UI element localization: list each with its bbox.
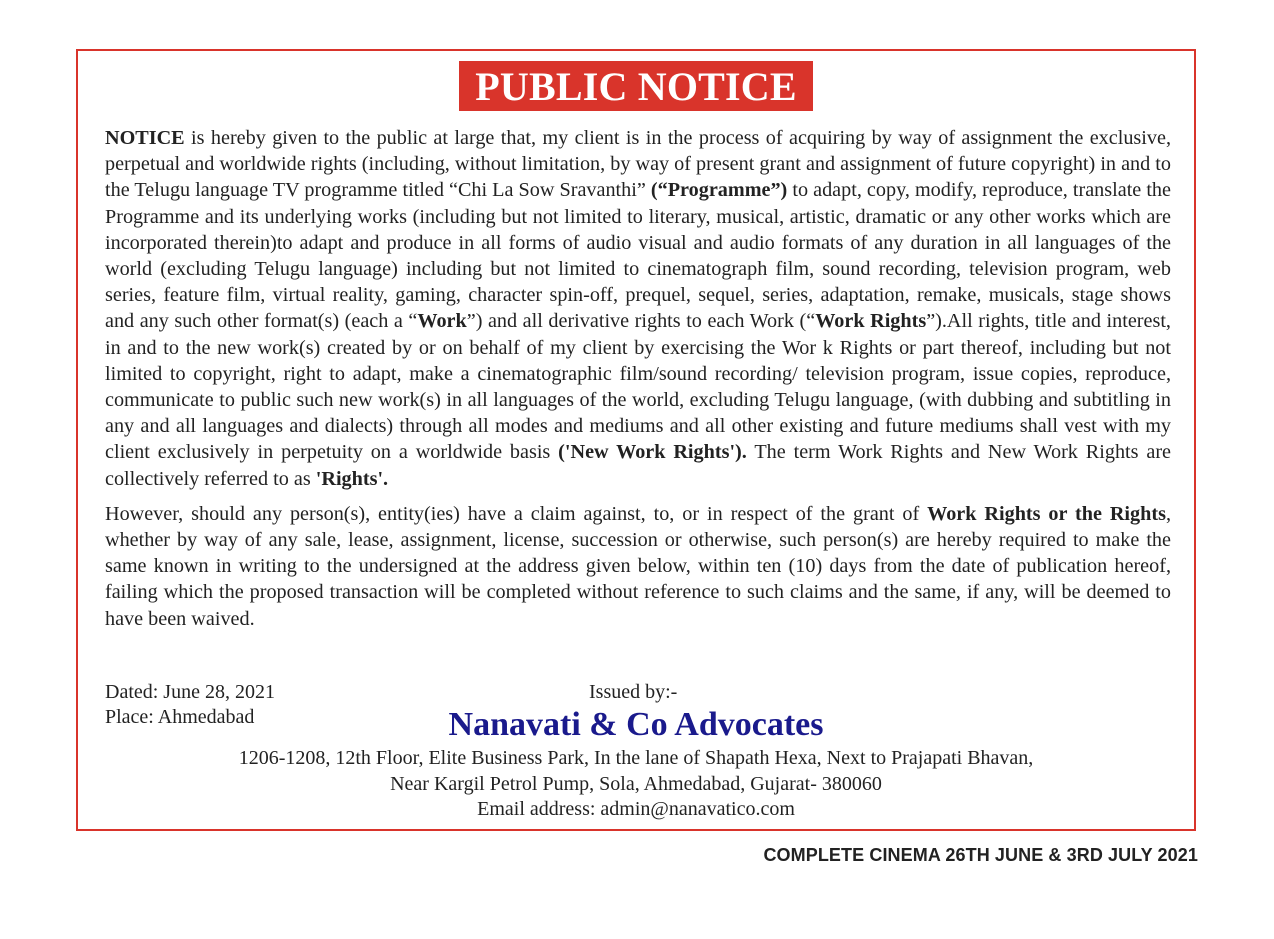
place-line: Place: Ahmedabad xyxy=(105,706,255,728)
address-line-2: Near Kargil Petrol Pump, Sola, Ahmedabad, Gujarat- 380060 xyxy=(390,772,882,795)
notice-body xyxy=(105,125,1171,632)
programme-term: (“Programme”) xyxy=(650,179,788,202)
firm-address xyxy=(78,746,1194,823)
para1-text-1: is hereby given to the public at large that, my client is in the process of acquiring by way of assignment the exclusive, perpetual and worldwide rights (including, without limitation, by way of present grant and assignment of future copyright) in and to the Telugu language TV programme titled “Chi La Sow Sravanthi” xyxy=(105,127,1171,202)
work-term: Work xyxy=(417,310,467,333)
work-rights-term: Work Rights xyxy=(815,310,927,333)
work-rights-or-rights-term: Work Rights or the Rights xyxy=(927,502,1166,525)
notice-title: PUBLIC NOTICE xyxy=(459,61,813,111)
para1-text-4: ”).All rights, title and interest, in and to the new work(s) created by or on behalf of my client by exercising the Wor k Rights or part thereof, including but not limited to copyright, right to adapt, make a cinematographic film/sound recording/ television program, issue copies, reproduce, communicate to public such new work(s) in all languages of the world, excluding Telugu language, (with dubbing and subtitling in any and all languages and dialects) through all modes and mediums and all other existing and future mediums shall vest with my client exclusively in perpetuity on a worldwide basis xyxy=(105,310,1171,464)
para1-text-5: The term Work Rights and New Work Rights are collectively referred to as xyxy=(105,441,1172,490)
dated-line: Dated: June 28, 2021 xyxy=(105,681,275,703)
notice-paragraph-2 xyxy=(105,501,1171,632)
rights-term: 'Rights'. xyxy=(315,467,389,490)
publication-footer: COMPLETE CINEMA 26TH JUNE & 3RD JULY 2021 xyxy=(763,845,1198,865)
notice-paragraph-1 xyxy=(105,125,1171,492)
notice-lead-word: NOTICE xyxy=(105,127,185,149)
para2-text-1: However, should any person(s), entity(ies) have a claim against, to, or in respect of the grant of xyxy=(105,502,928,525)
para2-text-2: , whether by way of any sale, lease, assignment, license, succession or otherwise, such person(s) are hereby required to make the same known in writing to the undersigned at the address given below, within ten (10) days from the date of publication hereof, failing which the proposed transaction will be completed without reference to such claims and the same, if any, will be deemed to have been waived. xyxy=(105,502,1171,630)
public-notice-frame xyxy=(76,49,1196,831)
new-work-rights-term: ('New Work Rights'). xyxy=(558,441,747,464)
para1-text-3: ”) and all derivative rights to each Work (“ xyxy=(466,310,816,333)
address-line-1: 1206-1208, 12th Floor, Elite Business Park, In the lane of Shapath Hexa, Next to Prajapati Bhavan, xyxy=(238,747,1034,769)
para1-text-2: to adapt, copy, modify, reproduce, translate the Programme and its underlying works (including but not limited to literary, musical, artistic, dramatic or any other works which are incorporated therein)to adapt and produce in all forms of audio visual and audio formats of any duration in all languages of the world (excluding Telugu language) including but not limited to cinematograph film, sound recording, television program, web series, feature film, virtual reality, gaming, character spin-off, prequel, sequel, series, adaptation, remake, musicals, stage shows and any such other format(s) (each a “ xyxy=(105,179,1171,333)
email-line: Email address: admin@nanavatico.com xyxy=(477,798,795,820)
title-wrap xyxy=(78,61,1194,111)
firm-name: Nanavati & Co Advocates xyxy=(448,706,824,743)
issued-by-label: Issued by:- xyxy=(589,681,678,703)
